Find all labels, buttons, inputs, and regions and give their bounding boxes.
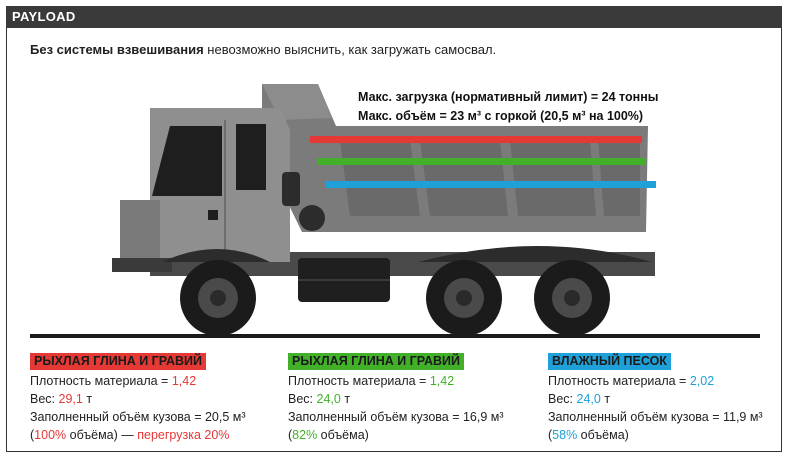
level-line-blue	[326, 181, 656, 188]
panel-tag: ВЛАЖНЫЙ ПЕСОК	[548, 353, 671, 370]
level-line-green	[318, 158, 646, 165]
weight-row: Вес: 24,0 т	[548, 392, 611, 406]
weight-value: 24,0	[576, 392, 601, 406]
intro-bold: Без системы взвешивания	[30, 42, 204, 57]
density-value: 2,02	[689, 374, 715, 388]
density-value: 1,42	[171, 374, 197, 388]
level-line-red	[310, 136, 642, 143]
density-value: 1,42	[429, 374, 455, 388]
weight-value: 29,1	[58, 392, 83, 406]
density-row: Плотность материала = 2,02	[548, 374, 715, 388]
intro-rest: невозможно выяснить, как загружать самосвал.	[203, 42, 497, 57]
overload-note: перегрузка 20%	[137, 428, 230, 442]
fill-percent: 58%	[552, 428, 578, 442]
panel-wet-sand	[548, 352, 763, 444]
panel-tag: РЫХЛАЯ ГЛИНА И ГРАВИЙ	[288, 353, 464, 370]
density-row: Плотность материала = 1,42	[30, 374, 197, 388]
panel-tag: РЫХЛАЯ ГЛИНА И ГРАВИЙ	[30, 353, 206, 370]
panel-loose-clay-ok	[288, 352, 504, 444]
ground-line	[30, 334, 760, 338]
front-bumper	[112, 258, 172, 272]
spare-tank	[299, 205, 325, 231]
fill-percent: 100%	[34, 428, 67, 442]
spec-max-load: Макс. загрузка (нормативный лимит) = 24 тонны	[358, 90, 659, 104]
door-handle	[208, 210, 218, 220]
weight-row: Вес: 24,0 т	[288, 392, 351, 406]
volume-row: Заполненный объём кузова = 16,9 м³	[288, 410, 504, 424]
front-wheel	[180, 260, 256, 336]
side-window	[236, 124, 266, 190]
cab-front	[120, 200, 160, 266]
volume-row: Заполненный объём кузова = 11,9 м³	[548, 410, 763, 424]
panel-loose-clay-overload	[30, 352, 246, 444]
volume-row: Заполненный объём кузова = 20,5 м³	[30, 410, 246, 424]
header-title: PAYLOAD	[12, 9, 76, 24]
weight-value: 24,0	[316, 392, 341, 406]
fill-row: (58% объёма)	[548, 428, 629, 442]
fill-percent: 82%	[292, 428, 318, 442]
air-filter	[282, 172, 300, 206]
weight-row: Вес: 29,1 т	[30, 392, 93, 406]
rear-wheel-2	[534, 260, 610, 336]
spec-max-volume: Макс. объём = 23 м³ с горкой (20,5 м³ на 100%)	[358, 109, 644, 123]
fill-row: (100% объёма) — перегрузка 20%	[30, 428, 230, 442]
fill-row: (82% объёма)	[288, 428, 369, 442]
rear-wheel-1	[426, 260, 502, 336]
density-row: Плотность материала = 1,42	[288, 374, 455, 388]
